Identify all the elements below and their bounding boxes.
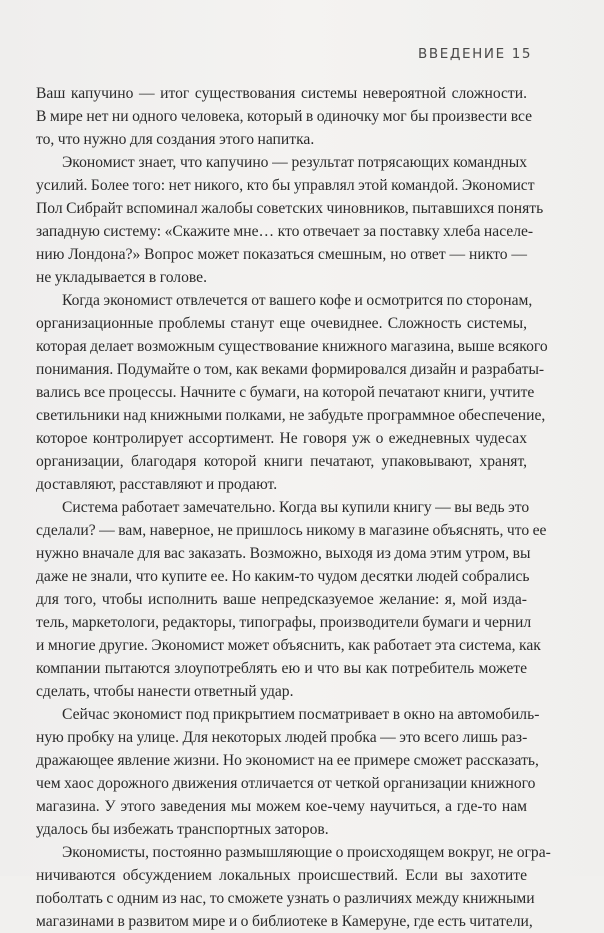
text-line: Когда экономист отвлечется от вашего кофе и осмотрится по сторонам,: [62, 292, 533, 309]
text-line: ничиваются обсуждением локальных происшествий. Если вы захотите: [36, 867, 527, 884]
text-line: понимания. Подумайте о том, как веками формировался дизайн и разрабаты-: [36, 361, 545, 378]
section-title: ВВЕДЕНИЕ: [418, 46, 506, 62]
text-line: которое контролирует ассортимент. Не говоря уж о ежедневных чудесах: [36, 430, 527, 447]
body-text: [36, 82, 551, 933]
text-line: сделать, чтобы нанести ответный удар.: [36, 683, 294, 700]
text-line: организационные проблемы станут еще очевиднее. Сложность системы,: [36, 315, 527, 332]
paragraph: [36, 841, 551, 933]
paragraph: [36, 289, 548, 496]
text-line: поболтать с одним из нас, то сможете узнать о различиях между книжными: [36, 890, 535, 907]
text-line: Сейчас экономист под прикрытием посматривает в окно на автомобиль-: [62, 706, 540, 723]
text-line: компании пытаются злоупотреблять ею и что вы как потребитель можете: [36, 660, 527, 677]
page-number: 15: [511, 46, 533, 62]
text-line: Система работает замечательно. Когда вы купили книгу — вы ведь это: [62, 499, 530, 516]
paragraph: [36, 82, 533, 151]
text-line: которая делает возможным существование книжного магазина, выше всякого: [36, 338, 548, 355]
text-line: ную пробку на улице. Для некоторых людей пробка — это всего лишь раз-: [36, 729, 528, 746]
text-line: тель, маркетологи, редакторы, типографы, производители бумаги и чернил: [36, 614, 532, 631]
text-line: Экономист знает, что капучино — результат потрясающих командных: [62, 154, 527, 171]
paragraph: [36, 151, 544, 289]
text-line: усилий. Более того: нет никого, кто бы управлял этой командой. Экономист: [36, 177, 535, 194]
text-line: вались все процессы. Начните с бумаги, на которой печатают книги, учтите: [36, 384, 535, 401]
paragraph: [36, 703, 540, 841]
text-line: то, что нужно для создания этого напитка.: [36, 131, 315, 148]
text-line: Ваш капучино — итог существования системы невероятной сложности.: [36, 85, 527, 102]
text-line: нужно вначале для вас заказать. Возможно, выходя из дома этим утром, вы: [36, 545, 531, 562]
text-line: для того, чтобы исполнить ваше непредсказуемое желание: я, мой изда-: [36, 591, 527, 608]
text-line: организации, благодаря которой книги печатают, упаковывают, хранят,: [36, 453, 527, 470]
running-head: [418, 46, 532, 62]
text-line: удалось бы избежать транспортных заторов.: [36, 821, 329, 838]
text-line: нию Лондона?» Вопрос может показаться смешным, но ответ — никто —: [36, 246, 527, 263]
paragraph: [36, 496, 547, 703]
text-line: дражающее явление жизни. Но экономист на ее примере сможет рассказать,: [36, 752, 539, 769]
text-line: не укладывается в голове.: [36, 269, 207, 286]
text-line: магазина. У этого заведения мы можем кое-чему научиться, а где-то нам: [36, 798, 527, 815]
text-line: чем хаос дорожного движения отличается от четкой организации книжного: [36, 775, 536, 792]
text-line: доставляют, расставляют и продают.: [36, 476, 278, 493]
text-line: и многие другие. Экономист может объяснить, как работает эта система, как: [36, 637, 541, 654]
text-line: светильники над книжными полками, не забудьте программное обеспечение,: [36, 407, 546, 424]
text-line: сделали? — вам, наверное, не пришлось никому в магазине объяснять, что ее: [36, 522, 547, 539]
text-line: Пол Сибрайт вспоминал жалобы советских чиновников, пытавшихся понять: [36, 200, 544, 217]
text-line: западную систему: «Скажите мне… кто отвечает за поставку хлеба населе-: [36, 223, 534, 240]
text-line: магазинами в развитом мире и о библиотеке в Камеруне, где есть читатели,: [36, 913, 533, 930]
text-line: В мире нет ни одного человека, который в одиночку мог бы произвести все: [36, 108, 533, 125]
text-line: даже не знали, что купите ее. Но каким-то чудом десятки людей собрались: [36, 568, 530, 585]
text-line: Экономисты, постоянно размышляющие о происходящем вокруг, не огра-: [62, 844, 551, 861]
